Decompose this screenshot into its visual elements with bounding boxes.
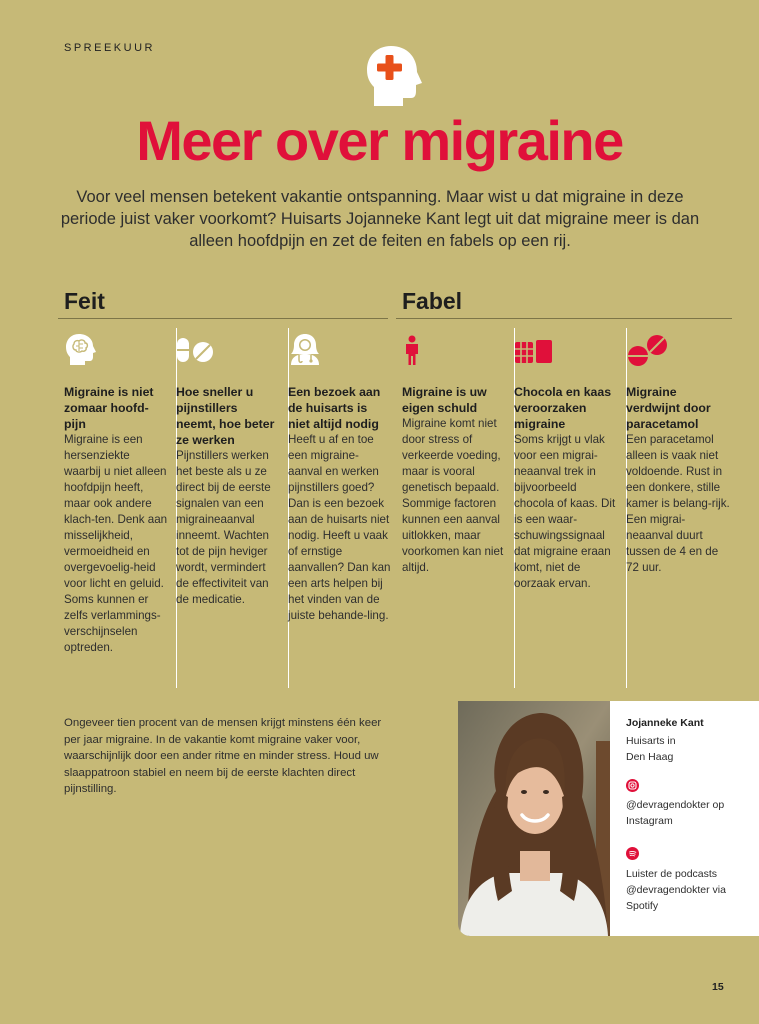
section-label: SPREEKUUR (64, 42, 155, 54)
fabel-item-3 (626, 328, 738, 688)
feit-divider (58, 318, 388, 319)
intro-text: Voor veel mensen betekent vakantie ontspanning. Maar wist u dat migraine in deze periode juist vaker voorkomt? Huisarts Jojanneke Kant legt uit dat migraine meer is dan alleen hoofdpijn en zet de feiten en fabels op een rij. (60, 188, 700, 250)
bottom-text: Ongeveer tien procent van de mensen krijgt minstens één keer per jaar migraine. In de vakantie komt migraine vaker voor, waarschijnlijk door een ander ritme en minder stress. Houd uw slaappatroon stabiel en neem bij de eerste klachten direct pijnstilling. (64, 717, 382, 795)
fabel-item-2 (514, 328, 627, 688)
pills-icon (176, 332, 216, 366)
instagram-icon[interactable] (626, 779, 639, 792)
fabel-item-3-body: Een paracetamol alleen is vaak niet voldoende. Rust in een donkere, stille kamer is belang-rijk. Een migrai-neaanval duurt tussen de 4 en de 72 uur. (626, 433, 730, 574)
fabel-item-2-body: Soms krijgt u vlak voor een migrai-neaanval trek in bijvoorbeeld chocola of kaas. Dit is een waar-schuwingssignaal dat migraine eraan komt, niet de oorzaak ervan. (514, 433, 616, 590)
head-cross-icon (361, 42, 429, 110)
feit-item-1 (64, 328, 177, 688)
feit-item-1-title: Migraine is niet zomaar hoofd-pijn Migraine is een hersenziekte waarbij u niet alleen hoofdpijn heeft, maar ook andere klach-ten. Denk aan misselijkheid, vermoeidheid en overgevoelig-heid voor licht en geluid. Soms kunnen er zelfs verlammings-verschijnselen optreden. (64, 385, 168, 654)
feit-item-2-body: Pijnstillers werken het beste als u ze direct bij de eerste signalen van een migraineaanval inneemt. Wachten tot de pijn heviger wordt, vermindert de effectiviteit van de medicatie. (176, 449, 271, 606)
feit-item-2-title: Hoe sneller u pijnstillers neemt, hoe beter ze werken Pijnstillers werken het beste als u ze direct bij de eerste signalen van een migraineaanval inneemt. Wachten tot de pijn heviger wordt, vermindert de effectiviteit van de medicatie. (176, 384, 280, 608)
doctor-icon (288, 332, 322, 366)
feit-item-1-body: Migraine is een hersenziekte waarbij u niet alleen hoofdpijn heeft, maar ook andere klach-ten. Denk aan misselijkheid, vermoeidheid en overgevoelig-heid voor licht en geluid. Soms kunnen er zelfs verlammings-verschijnselen optreden. (64, 433, 168, 654)
instagram-handle[interactable]: @devragendokter op Instagram (626, 799, 725, 827)
fabel-divider (396, 318, 732, 319)
feit-item-3 (288, 328, 400, 688)
author-card (458, 701, 759, 936)
fabel-item-2-title: Chocola en kaas veroorzaken migraine Soms krijgt u vlak voor een migrai-neaanval trek in bijvoorbeeld chocola of kaas. Dit is een waar-schuwingssignaal dat migraine eraan komt, niet de oorzaak ervan. (514, 384, 618, 592)
author-name: Jojanneke Kant (626, 717, 704, 729)
person-icon (402, 332, 436, 366)
feit-item-2 (176, 328, 289, 688)
feit-heading: Feit (64, 288, 105, 314)
podcast-text[interactable]: Luister de podcasts @devragendokter via Spotify (626, 868, 726, 912)
tablets-icon (626, 332, 670, 366)
feit-item-3-title: Een bezoek aan de huisarts is niet altijd nodig Heeft u af en toe een migraine-aanval en werken pijnstillers goed? Dan is een bezoek aan de huisarts niet nodig. Heeft u vaak of ernstige aanvallen? Dan kan een arts helpen bij het vinden van de juiste behande-ling. (288, 385, 391, 622)
author-role: Huisarts in Den Haag (626, 735, 676, 763)
fabel-item-1 (402, 328, 515, 688)
chocolate-icon (514, 332, 554, 366)
page-title: Meer over migraine (136, 109, 623, 172)
page-number: 15 (712, 981, 724, 993)
spotify-icon[interactable] (626, 847, 639, 860)
feit-item-3-body: Heeft u af en toe een migraine-aanval en werken pijnstillers goed? Dan is een bezoek aan de huisarts niet nodig. Heeft u vaak of ernstige aanvallen? Dan kan een arts helpen bij het vinden van de juiste behande-ling. (288, 433, 391, 622)
fabel-item-3-title: Migraine verdwijnt door paracetamol Een paracetamol alleen is vaak niet voldoende. Rust in een donkere, stille kamer is belang-rijk. Een migrai-neaanval duurt tussen de 4 en de 72 uur. (626, 385, 730, 574)
fabel-item-1-title: Migraine is uw eigen schuld Migraine komt niet door stress of verkeerde voeding, maar is vooral genetisch bepaald. Sommige factoren kunnen een aanval uitlokken, maar voorkomen kan niet altijd. (402, 384, 506, 576)
brain-head-icon (64, 332, 98, 366)
author-info (610, 701, 759, 936)
fabel-item-1-body: Migraine komt niet door stress of verkeerde voeding, maar is vooral genetisch bepaald. Sommige factoren kunnen een aanval uitlokken, maar voorkomen kan niet altijd. (402, 417, 504, 574)
author-photo (458, 701, 610, 936)
fabel-heading: Fabel (402, 288, 463, 314)
